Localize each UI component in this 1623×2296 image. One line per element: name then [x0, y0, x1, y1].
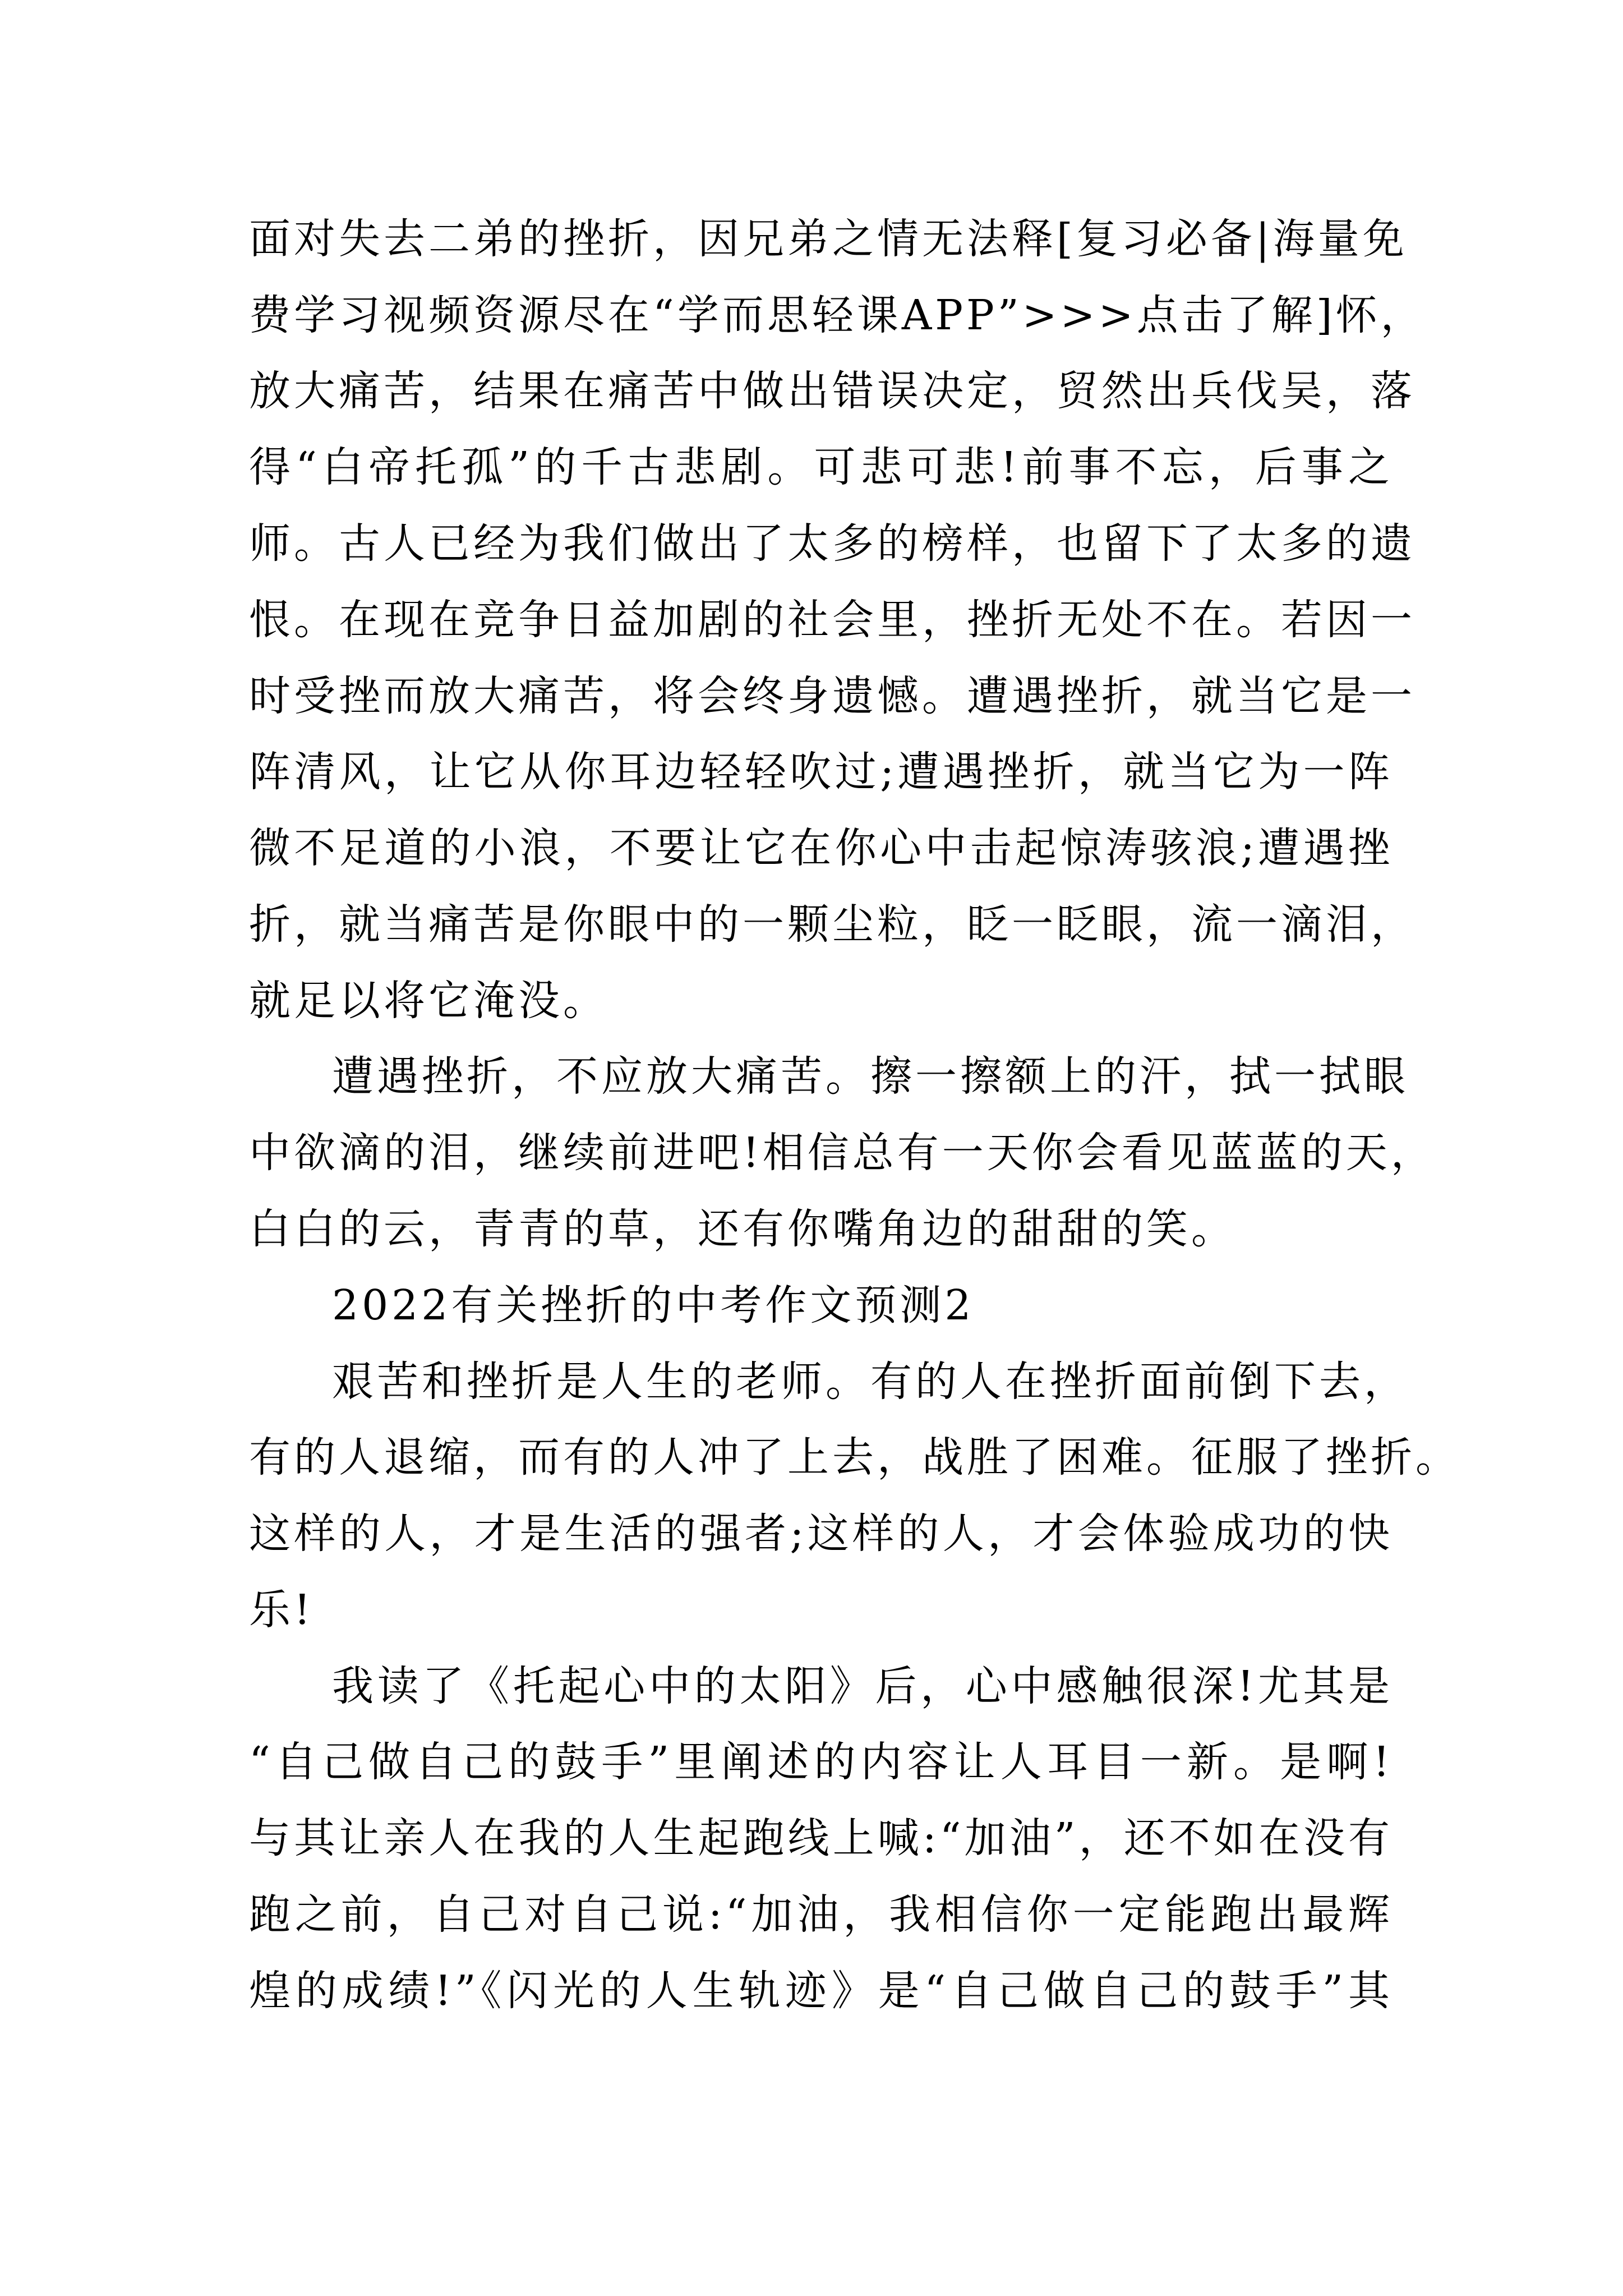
section-heading: 2022有关挫折的中考作文预测2	[332, 1281, 975, 1329]
text-line: 乐!	[249, 1586, 314, 1634]
text-line: 阵清风，让它从你耳边轻轻吹过;遭遇挫折，就当它为一阵	[249, 748, 1393, 796]
text-line: 费学习视频资源尽在“学而思轻课APP”>>>点击了解]怀，	[249, 291, 1426, 339]
text-line: 时受挫而放大痛苦，将会终身遗憾。遭遇挫折，就当它是一	[249, 672, 1415, 720]
text-line: 这样的人，才是生活的强者;这样的人，才会体验成功的快	[249, 1510, 1393, 1558]
text-line: 放大痛苦，结果在痛苦中做出错误决定，贸然出兵伐吴，落	[249, 367, 1415, 415]
text-line: 折，就当痛苦是你眼中的一颗尘粒，眨一眨眼，流一滴泪，	[249, 900, 1415, 949]
text-line: 有的人退缩，而有的人冲了上去，战胜了困难。征服了挫折。	[249, 1433, 1460, 1481]
text-line: 跑之前，自己对自己说:“加油，我相信你一定能跑出最辉	[249, 1890, 1393, 1939]
text-line: 遭遇挫折，不应放大痛苦。擦一擦额上的汗，拭一拭眼	[332, 1052, 1409, 1101]
text-line: 煌的成绩!”《闪光的人生轨迹》是“自己做自己的鼓手”其	[249, 1967, 1393, 2015]
text-line: “自己做自己的鼓手”里阐述的内容让人耳目一新。是啊!	[249, 1738, 1393, 1786]
text-line: 得“白帝托孤”的千古悲剧。可悲可悲!前事不忘，后事之	[249, 443, 1393, 491]
text-line: 与其让亲人在我的人生起跑线上喊:“加油”，还不如在没有	[249, 1814, 1393, 1862]
text-line: 白白的云，青青的草，还有你嘴角边的甜甜的笑。	[249, 1205, 1236, 1253]
text-line: 我读了《托起心中的太阳》后，心中感触很深!尤其是	[332, 1662, 1393, 1710]
text-line: 艰苦和挫折是人生的老师。有的人在挫折面前倒下去，	[332, 1358, 1409, 1406]
text-line: 面对失去二弟的挫折，因兄弟之情无法释[复习必备|海量免	[249, 215, 1408, 263]
text-line: 师。古人已经为我们做出了太多的榜样，也留下了太多的遗	[249, 519, 1415, 568]
text-line: 微不足道的小浪，不要让它在你心中击起惊涛骇浪;遭遇挫	[249, 824, 1393, 872]
text-line: 就足以将它淹没。	[249, 977, 608, 1025]
text-line: 恨。在现在竞争日益加剧的社会里，挫折无处不在。若因一	[249, 596, 1415, 644]
text-line: 中欲滴的泪，继续前进吧!相信总有一天你会看见蓝蓝的天，	[249, 1129, 1436, 1177]
